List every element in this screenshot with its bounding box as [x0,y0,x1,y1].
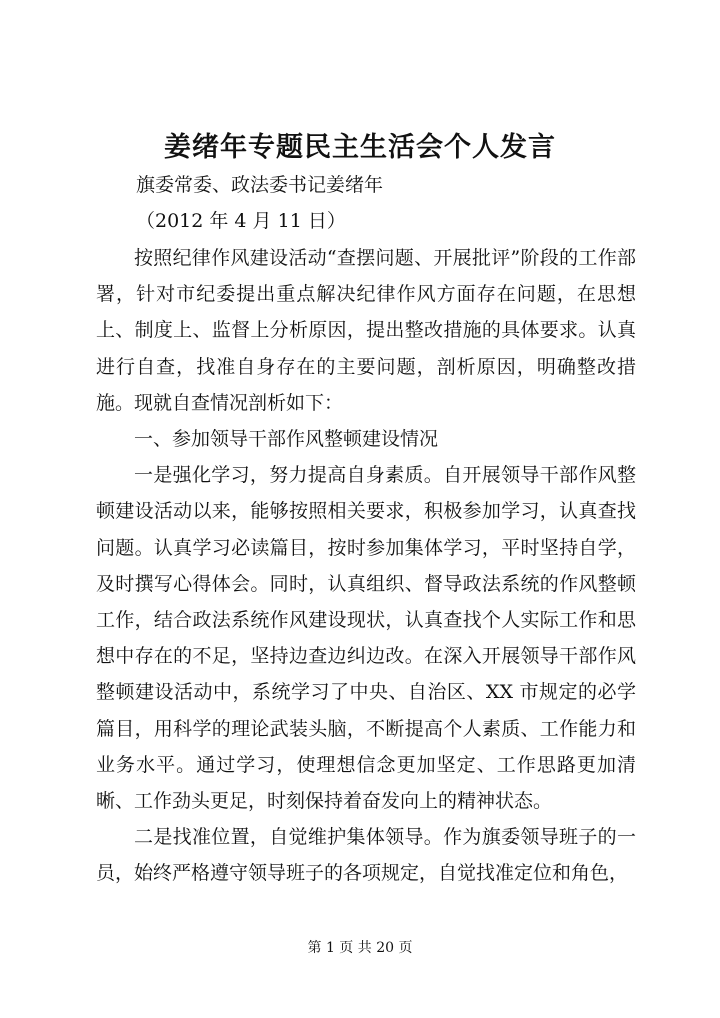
document-body [96,240,636,892]
date-line: （2012 年 4 月 11 日） [136,210,346,232]
paragraph-intro: 按照纪律作风建设活动“查摆问题、开展批评”阶段的工作部署，针对市纪委提出重点解决纪律作风方面存在问题，在思想上、制度上、监督上分析原因，提出整改措施的具体要求。认真进行自查，找准自身存在的主要问题，剖析原因，明确整改措施。现就自查情况剖析如下： [96,247,636,414]
section-heading: 一、参加领导干部作风整顿建设情况 [134,428,439,451]
paragraph-position: 二是找准位置，自觉维护集体领导。作为旗委领导班子的一员，始终严格遵守领导班子的各项规定，自觉找准定位和角色， [96,826,636,885]
paragraph-study: 一是强化学习，努力提高自身素质。自开展领导干部作风整顿建设活动以来，能够按照相关要求，积极参加学习，认真查找问题。认真学习必读篇目，按时参加集体学习，平时坚持自学，及时撰写心得体会。同时，认真组织、督导政法系统的作风整顿工作，结合政法系统作风建设现状，认真查找个人实际工作和思想中存在的不足，坚持边查边纠边改。在深入开展领导干部作风整顿建设活动中，系统学习了中央、自治区、XX 市规定的必学篇目，用科学的理论武装头脑，不断提高个人素质、工作能力和业务水平。通过学习，使理想信念更加坚定、工作思路更加清晰、工作劲头更足，时刻保持着奋发向上的精神状态。 [96,464,636,813]
page-footer: 第 1 页 共 20 页 [307,940,413,956]
document-title: 姜绪年专题民主生活会个人发言 [164,132,556,163]
author-line: 旗委常委、政法委书记姜绪年 [136,174,384,196]
